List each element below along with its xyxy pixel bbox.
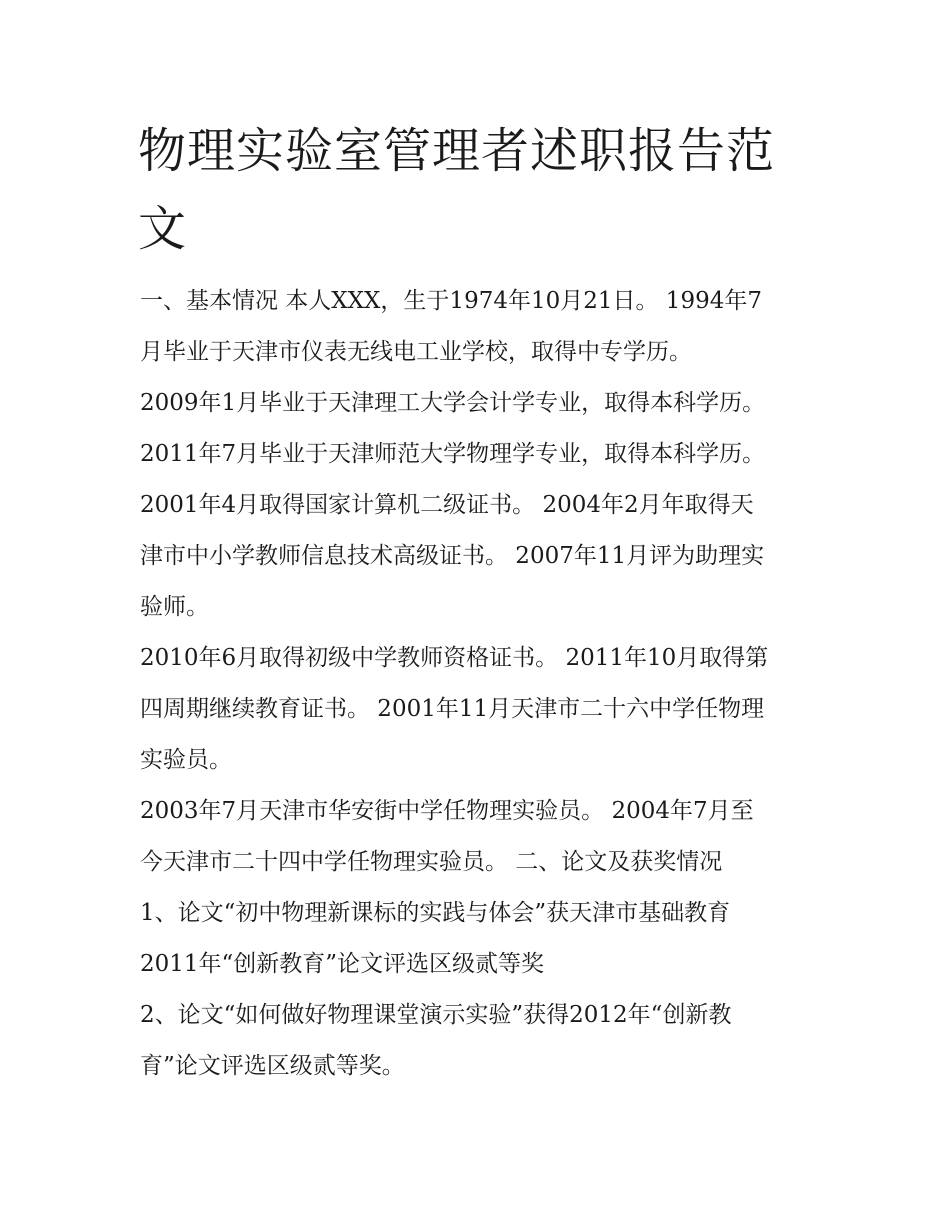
text-line: 2011年“创新教育”论文评选区级贰等奖 — [140, 951, 545, 977]
text-line: 四周期继续教育证书。 2001年11月天津市二十六中学任物理 — [140, 696, 765, 722]
text-line: 验师。 — [140, 594, 209, 620]
text-line: 2010年6月取得初级中学教师资格证书。 2011年10月取得第 — [140, 645, 769, 671]
text-line: 实验员。 — [140, 747, 232, 773]
document-body — [140, 276, 820, 1092]
text-line: 育”论文评选区级贰等奖。 — [140, 1053, 405, 1079]
text-line: 2001年4月取得国家计算机二级证书。 2004年2月年取得天 — [140, 492, 754, 518]
text-line: 2、论文“如何做好物理课堂演示实验”获得2012年“创新教 — [140, 1002, 732, 1028]
text-line: 月毕业于天津市仪表无线电工业学校，取得中专学历。 — [140, 339, 692, 365]
title-line: 物理实验室管理者述职报告范 — [138, 123, 776, 179]
text-line: 2003年7月天津市华安街中学任物理实验员。 2004年7月至 — [140, 798, 754, 824]
text-line: 2009年1月毕业于天津理工大学会计学专业，取得本科学历。 — [140, 390, 766, 416]
text-line: 1、论文“初中物理新课标的实践与体会”获天津市基础教育 — [140, 900, 731, 926]
text-line: 津市中小学教师信息技术高级证书。 2007年11月评为助理实 — [140, 543, 765, 569]
text-line: 一、基本情况 本人XXX，生于1974年10月21日。 1994年7 — [140, 288, 762, 314]
text-line: 2011年7月毕业于天津师范大学物理学专业，取得本科学历。 — [140, 441, 766, 467]
document-title — [138, 112, 818, 268]
title-line: 文 — [138, 201, 188, 257]
text-line: 今天津市二十四中学任物理实验员。 二、论文及获奖情况 — [140, 849, 723, 875]
